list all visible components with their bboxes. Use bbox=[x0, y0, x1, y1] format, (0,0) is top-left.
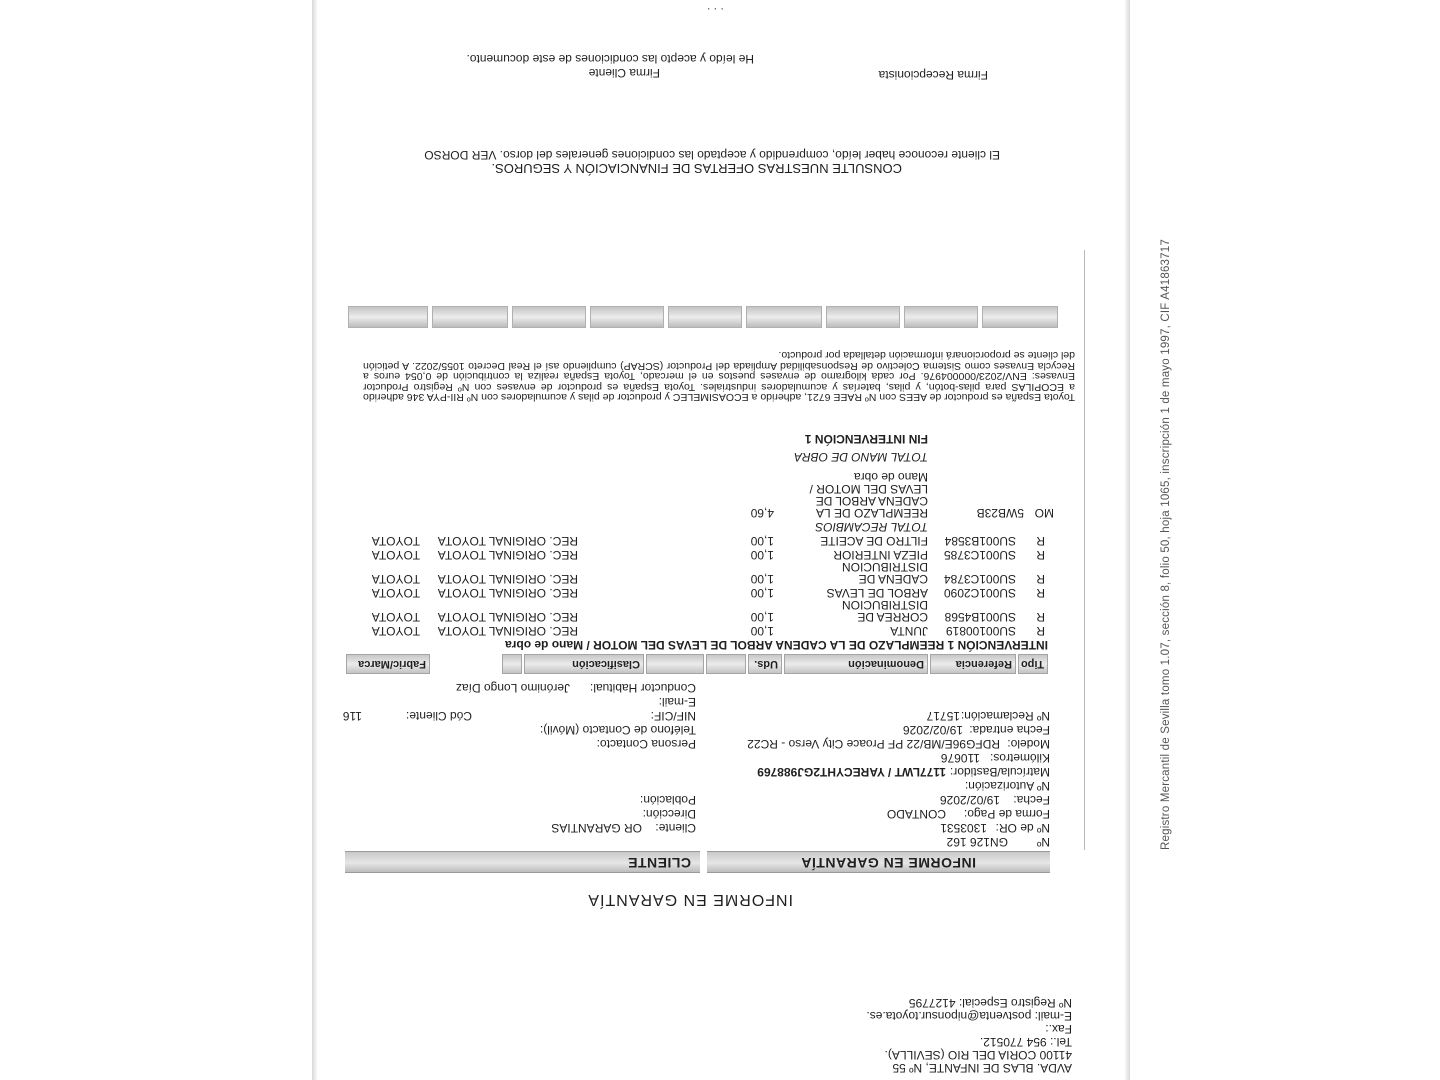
date-label: Fecha: bbox=[1013, 793, 1050, 807]
row-denominacion-line2: DISTRIBUCION bbox=[841, 598, 928, 612]
stripe-segment bbox=[904, 306, 978, 328]
row-marca: TOYOTA bbox=[371, 548, 420, 562]
stripe-segment bbox=[348, 306, 428, 328]
client-code-label: Cód Cliente: bbox=[405, 709, 472, 723]
row-tipo: R bbox=[1036, 534, 1045, 548]
town-label: Población: bbox=[639, 793, 696, 807]
row-clasificacion: REC. ORIGINAL TOYOTA bbox=[437, 572, 578, 586]
claim-value: 15717 bbox=[926, 709, 960, 723]
labor-referencia: 5WB23B bbox=[976, 506, 1024, 520]
entry-date-label: Fecha entrada: bbox=[969, 723, 1050, 737]
column-header-blank-1 bbox=[706, 654, 746, 674]
row-referencia: SU001B4568 bbox=[944, 610, 1016, 624]
labor-uds: 4,60 bbox=[750, 506, 774, 520]
acknowledge-notice: El cliente reconoce haber leído, comprendido y aceptado las condiciones generales del dorso. VER DORSO bbox=[424, 148, 1000, 162]
column-header-uds: Uds. bbox=[748, 654, 782, 674]
report-bar bbox=[707, 851, 1050, 873]
row-denominacion: CORREA DE bbox=[857, 610, 928, 624]
model-value: RDFG96E/MB/22 PF Proace City Verso - RC22 bbox=[747, 737, 1000, 751]
stripe-segment bbox=[746, 306, 822, 328]
row-referencia: SU001C2090 bbox=[943, 586, 1016, 600]
client-bar-label: CLIENTE bbox=[627, 855, 691, 871]
column-header-fabric-marca: Fabric/Marca bbox=[346, 654, 430, 674]
row-clasificacion: REC. ORIGINAL TOYOTA bbox=[437, 534, 578, 548]
mercantile-registry-note: Registro Mercantil de Sevilla tomo 1.07, sección 8, folio 50, hoja 1065, inscripción 1 de mayo 1997, CIF A41863717 bbox=[1160, 239, 1172, 850]
driver-value: Jerónimo Longo Díaz bbox=[455, 681, 570, 695]
offers-notice: CONSULTE NUESTRAS OFERTAS DE FINANCIACIÓN Y SEGUROS. bbox=[491, 161, 902, 176]
column-header-blank-2 bbox=[646, 654, 704, 674]
driver-label: Conductor Habitual: bbox=[589, 681, 696, 695]
row-tipo: R bbox=[1036, 610, 1045, 624]
column-header-denominacion: Denominación bbox=[784, 654, 928, 674]
dealer-fax: Fax.: bbox=[1045, 1022, 1072, 1036]
stripe-segment bbox=[432, 306, 508, 328]
document-title: INFORME EN GARANTÍA bbox=[587, 891, 793, 908]
email-label: E-mail: bbox=[658, 695, 696, 709]
legal-recycling-notice bbox=[363, 350, 1075, 402]
contact-person-label: Persona Contacto: bbox=[596, 737, 696, 751]
margin-rule bbox=[1084, 250, 1085, 850]
model-label: Modelo: bbox=[1007, 737, 1050, 751]
labor-denominacion-line3: LEVAS DEL MOTOR / bbox=[809, 482, 928, 496]
payment-value: CONTADO bbox=[886, 807, 946, 821]
acceptance-statement: He leído y acepto las condiciones de este documento. bbox=[466, 52, 754, 66]
entry-date-value: 19/02/2026 bbox=[902, 723, 963, 737]
plate-value: 1177LWT / YARECYHT2GJ988769 bbox=[757, 765, 946, 779]
row-denominacion-line2: DISTRIBUCION bbox=[841, 560, 928, 574]
row-uds: 1,00 bbox=[750, 548, 774, 562]
row-uds: 1,00 bbox=[750, 534, 774, 548]
row-tipo: R bbox=[1036, 572, 1045, 586]
row-denominacion: JUNTA bbox=[890, 624, 928, 638]
dealer-special-registry: Nº Registro Especial: 4127795 bbox=[908, 996, 1072, 1010]
dealer-address-line1: AVDA. BLAS DE INFANTE, Nº 55 bbox=[892, 1061, 1072, 1075]
contact-phone-label: Teléfono de Contacto (Móvil): bbox=[539, 723, 696, 737]
row-marca: TOYOTA bbox=[371, 534, 420, 548]
column-header-clasificacion: Clasificación bbox=[524, 654, 644, 674]
stripe-segment bbox=[982, 306, 1058, 328]
row-denominacion: PIEZA INTERIOR bbox=[833, 548, 928, 562]
row-marca: TOYOTA bbox=[371, 624, 420, 638]
client-signature-label: Firma Cliente bbox=[588, 66, 660, 80]
address-label: Dirección: bbox=[642, 807, 696, 821]
total-parts-label: TOTAL RECAMBIOS bbox=[815, 520, 928, 534]
client-value: OR GARANTIAS bbox=[551, 821, 642, 835]
row-uds: 1,00 bbox=[750, 610, 774, 624]
row-uds: 1,00 bbox=[750, 586, 774, 600]
stripe-segment bbox=[668, 306, 742, 328]
authorization-label: Nº Autorización: bbox=[964, 779, 1050, 793]
labor-tipo: MO bbox=[1034, 506, 1054, 520]
date-value: 19/02/2026 bbox=[939, 793, 1000, 807]
or-number-value: 1303531 bbox=[940, 821, 987, 835]
row-referencia: SU001C3784 bbox=[943, 572, 1016, 586]
column-header-blank-3 bbox=[502, 654, 522, 674]
row-clasificacion: REC. ORIGINAL TOYOTA bbox=[437, 586, 578, 600]
report-number-label: Nº bbox=[1036, 835, 1050, 849]
stripe-segment bbox=[512, 306, 586, 328]
labor-denominacion-line1: REEMPLAZO DE LA bbox=[815, 506, 928, 520]
client-label: Cliente: bbox=[655, 821, 696, 835]
dealer-address-line2: 41100 CORIA DEL RIO (SEVILLA). bbox=[884, 1048, 1072, 1062]
receptionist-signature-label: Firma Recepcionista bbox=[878, 68, 988, 82]
row-marca: TOYOTA bbox=[371, 586, 420, 600]
row-referencia: SU001C3785 bbox=[943, 548, 1016, 562]
or-number-label: Nº de OR: bbox=[995, 821, 1050, 835]
row-denominacion: FILTRO DE ACEITE bbox=[820, 534, 928, 548]
dealer-address-block bbox=[866, 996, 1072, 1074]
dealer-phone: Tel.: 954 770512. bbox=[979, 1035, 1072, 1049]
row-marca: TOYOTA bbox=[371, 572, 420, 586]
report-number-value: GN126 162 bbox=[946, 835, 1008, 849]
claim-label: Nº Reclamación: bbox=[960, 709, 1050, 723]
row-denominacion: CADENA DE bbox=[858, 572, 928, 586]
dealer-email: E-mail: postventa@niponsur.toyota.es. bbox=[866, 1009, 1072, 1023]
plate-label: Matrícula/Bastidor: bbox=[949, 765, 1050, 779]
row-tipo: R bbox=[1036, 586, 1045, 600]
row-marca: TOYOTA bbox=[371, 610, 420, 624]
page-left-edge bbox=[1124, 0, 1130, 1080]
end-intervention-label: FIN INTERVENCIÓN 1 bbox=[804, 432, 928, 446]
stripe-segment bbox=[590, 306, 664, 328]
client-bar bbox=[345, 851, 700, 873]
intervention-title: INTERVENCIÓN 1 REEMPLAZO DE LA CADENA ARBOL DE LEVAS DEL MOTOR / Mano de obra bbox=[505, 638, 1048, 652]
legal-recycling-text: Toyota España es productor de AEES con Nº RAEE 6721, adherido a ECOASIMELEC y productor de pilas y acumuladores con Nº RII-PYA 346 adherido a ECOPILAS para pilas-botón, y pilas, baterías y acumuladores industriales. Toyota España es productor de envases con Nº Registro Productor Envases: ENV/2023/000004976. Por cada kilogramo de envases puestos en el mercado, Toyota España realiza la contribución de 0,054 euros a Recycla Envases como Sistema Colectivo de Responsabilidad Ampliada del Productor (SCRAP) cumpliendo así el Real Decreto 1055/2022. A petición del cliente se proporcionará información detallada por producto. bbox=[363, 349, 1075, 403]
row-tipo: R bbox=[1036, 548, 1045, 562]
column-header-tipo: Tipo bbox=[1018, 654, 1048, 674]
labor-denominacion-line2: CADENA ARBOL DE bbox=[815, 494, 928, 508]
labor-denominacion-line4: Mano de obra bbox=[853, 470, 928, 484]
row-denominacion: ARBOL DE LEVAS bbox=[826, 586, 928, 600]
client-code-value: 116 bbox=[342, 709, 362, 723]
stripe-segment bbox=[826, 306, 900, 328]
km-value: 110676 bbox=[940, 751, 980, 765]
row-clasificacion: REC. ORIGINAL TOYOTA bbox=[437, 610, 578, 624]
nif-label: NIF/CIF: bbox=[650, 709, 696, 723]
page-footer-fragment: ․ ․ ․ bbox=[706, 5, 724, 17]
row-uds: 1,00 bbox=[750, 572, 774, 586]
km-label: Kilómetros: bbox=[989, 751, 1050, 765]
row-tipo: R bbox=[1036, 624, 1045, 638]
column-header-referencia: Referencia bbox=[930, 654, 1016, 674]
row-uds: 1,00 bbox=[750, 624, 774, 638]
payment-label: Forma de Pago: bbox=[963, 807, 1050, 821]
page-right-edge bbox=[312, 0, 318, 1080]
total-labor-label: TOTAL MANO DE OBRA bbox=[793, 450, 928, 464]
row-referencia: SU001B3584 bbox=[944, 534, 1016, 548]
row-clasificacion: REC. ORIGINAL TOYOTA bbox=[437, 624, 578, 638]
row-referencia: SU00100819 bbox=[945, 624, 1016, 638]
row-clasificacion: REC. ORIGINAL TOYOTA bbox=[437, 548, 578, 562]
report-bar-label: INFORME EN GARANTÍA bbox=[800, 855, 976, 871]
